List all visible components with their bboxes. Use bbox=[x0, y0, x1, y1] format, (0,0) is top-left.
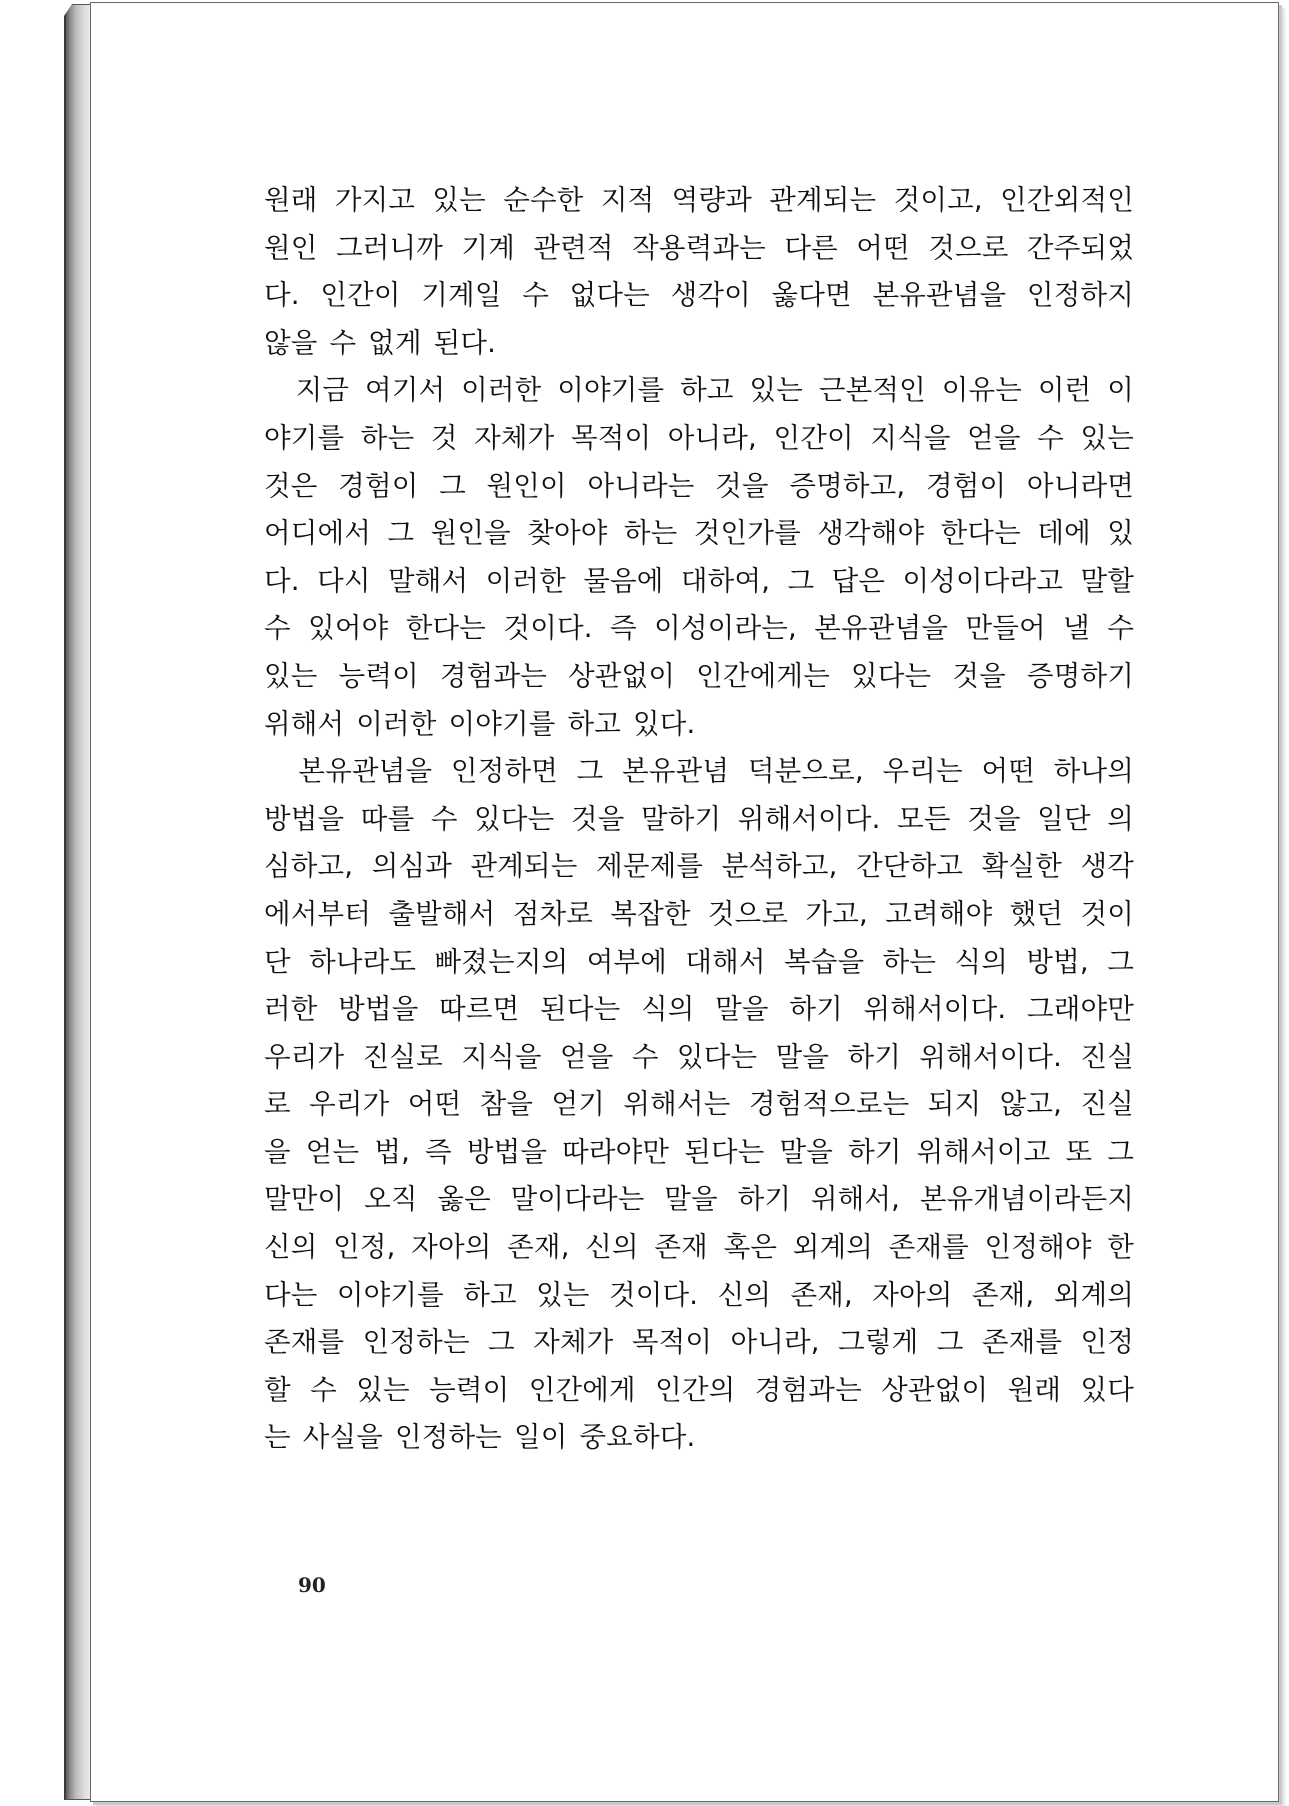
text-line: 는 사실을 인정하는 일이 중요하다. bbox=[264, 1421, 696, 1454]
text-line: 할 수 있는 능력이 인간에게 인간의 경험과는 상관없이 원래 있다 bbox=[264, 1373, 1134, 1406]
text-line: 신의 인정, 자아의 존재, 신의 존재 혹은 외계의 존재를 인정해야 한 bbox=[264, 1231, 1134, 1264]
text-line: 위해서 이러한 이야기를 하고 있다. bbox=[264, 707, 696, 740]
text-line: 원인 그러니까 기계 관련적 작용력과는 다른 어떤 것으로 간주되었 bbox=[264, 231, 1134, 264]
text-line: 어디에서 그 원인을 찾아야 하는 것인가를 생각해야 한다는 데에 있 bbox=[264, 517, 1134, 550]
text-line: 방법을 따를 수 있다는 것을 말하기 위해서이다. 모든 것을 일단 의 bbox=[264, 802, 1134, 835]
page-number: 90 bbox=[298, 1573, 326, 1597]
text-line: 존재를 인정하는 그 자체가 목적이 아니라, 그렇게 그 존재를 인정 bbox=[264, 1326, 1134, 1359]
text-line: 본유관념을 인정하면 그 본유관념 덕분으로, 우리는 어떤 하나의 bbox=[264, 755, 1134, 788]
text-line: 지금 여기서 이러한 이야기를 하고 있는 근본적인 이유는 이런 이 bbox=[264, 374, 1134, 407]
text-line: 말만이 오직 옳은 말이다라는 말을 하기 위해서, 본유개념이라든지 bbox=[264, 1183, 1134, 1216]
text-line: 다. 다시 말해서 이러한 물음에 대하여, 그 답은 이성이다라고 말할 bbox=[264, 564, 1134, 597]
text-line: 심하고, 의심과 관계되는 제문제를 분석하고, 간단하고 확실한 생각 bbox=[264, 850, 1134, 883]
text-line: 것은 경험이 그 원인이 아니라는 것을 증명하고, 경험이 아니라면 bbox=[264, 469, 1134, 502]
text-line: 수 있어야 한다는 것이다. 즉 이성이라는, 본유관념을 만들어 낼 수 bbox=[264, 612, 1134, 645]
body-text bbox=[264, 177, 1134, 1462]
text-line: 을 얻는 법, 즉 방법을 따라야만 된다는 말을 하기 위해서이고 또 그 bbox=[264, 1135, 1134, 1168]
text-line: 로 우리가 어떤 참을 얻기 위해서는 경험적으로는 되지 않고, 진실 bbox=[264, 1088, 1134, 1121]
text-line: 야기를 하는 것 자체가 목적이 아니라, 인간이 지식을 얻을 수 있는 bbox=[264, 421, 1134, 454]
text-line: 단 하나라도 빠졌는지의 여부에 대해서 복습을 하는 식의 방법, 그 bbox=[264, 945, 1134, 978]
text-line: 우리가 진실로 지식을 얻을 수 있다는 말을 하기 위해서이다. 진실 bbox=[264, 1040, 1134, 1073]
text-line: 다. 인간이 기계일 수 없다는 생각이 옳다면 본유관념을 인정하지 bbox=[264, 279, 1134, 312]
text-line: 러한 방법을 따르면 된다는 식의 말을 하기 위해서이다. 그래야만 bbox=[264, 993, 1134, 1026]
text-line: 에서부터 출발해서 점차로 복잡한 것으로 가고, 고려해야 했던 것이 bbox=[264, 897, 1134, 930]
text-line: 다는 이야기를 하고 있는 것이다. 신의 존재, 자아의 존재, 외계의 bbox=[264, 1278, 1134, 1311]
book-page bbox=[90, 2, 1279, 1802]
text-line: 있는 능력이 경험과는 상관없이 인간에게는 있다는 것을 증명하기 bbox=[264, 659, 1134, 692]
text-line: 않을 수 없게 된다. bbox=[264, 326, 497, 359]
text-line: 원래 가지고 있는 순수한 지적 역량과 관계되는 것이고, 인간외적인 bbox=[264, 184, 1134, 216]
